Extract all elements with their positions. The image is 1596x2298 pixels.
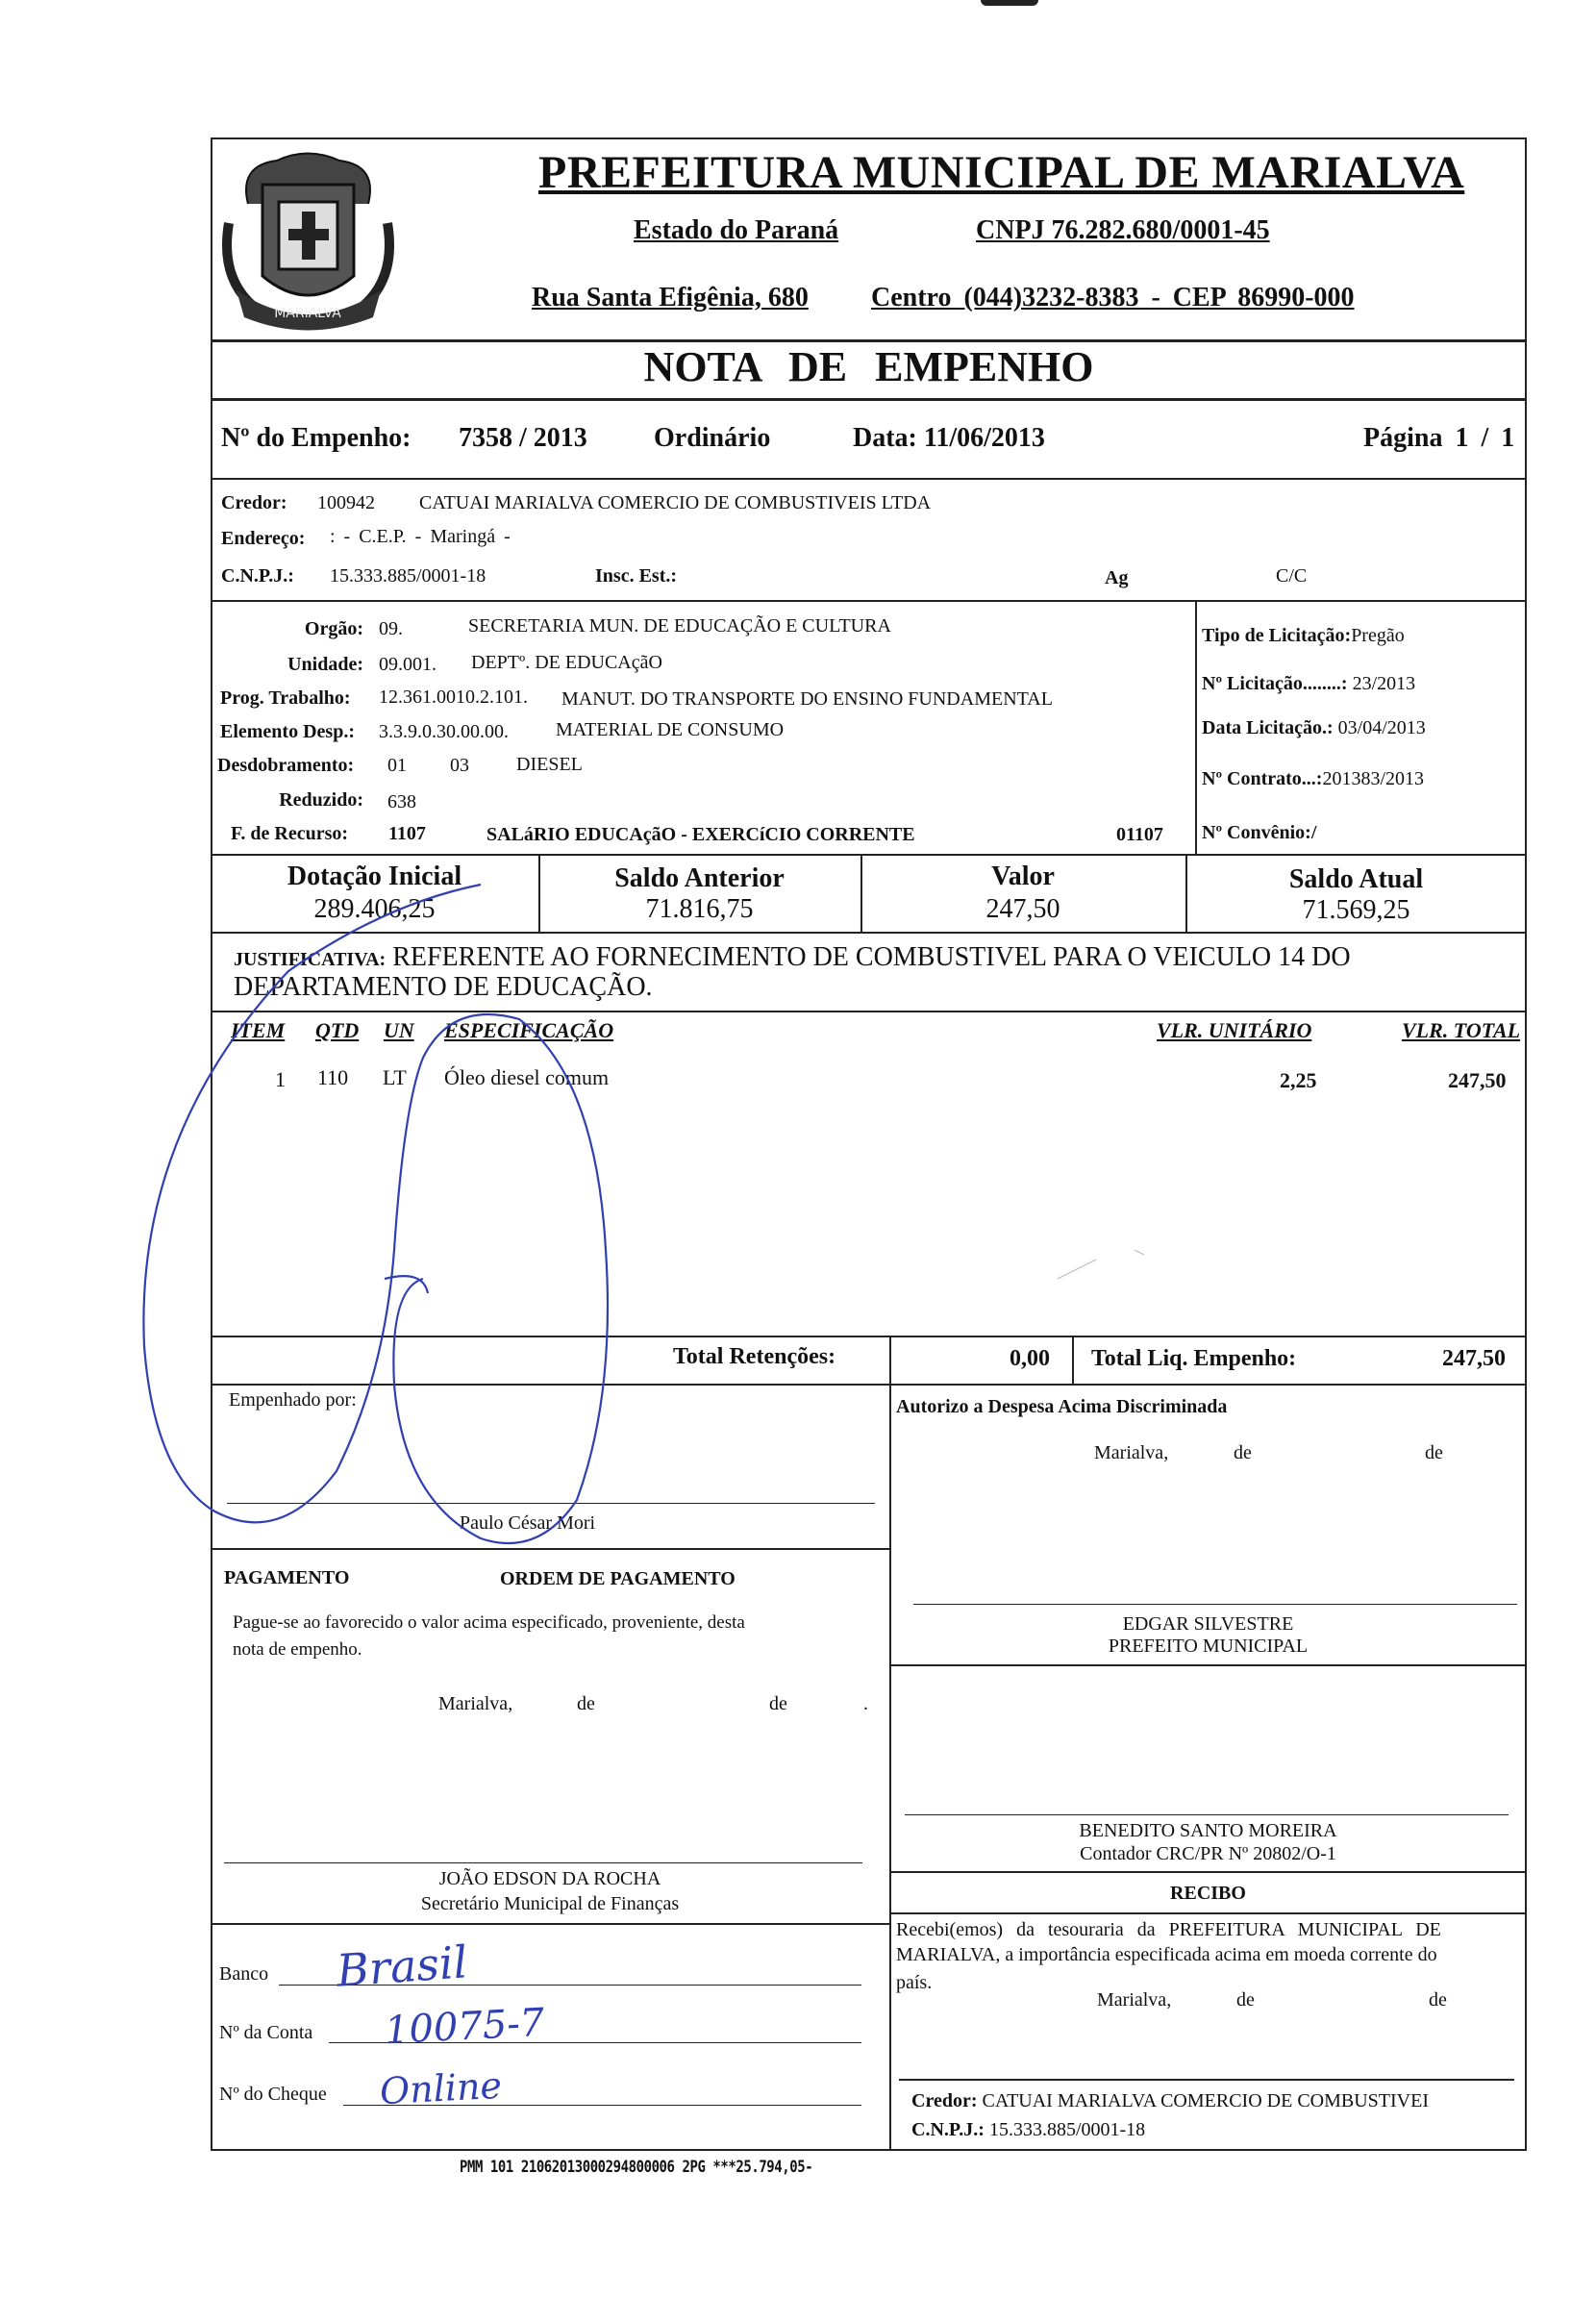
recibo-de2: de bbox=[1429, 1989, 1447, 2011]
desdobramento-b: 03 bbox=[450, 755, 469, 776]
autorizo-place: Marialva, bbox=[1094, 1442, 1169, 1463]
insc-est-label: Insc. Est.: bbox=[595, 565, 678, 587]
credor-label: Credor: bbox=[221, 492, 287, 513]
autorizo-de1: de bbox=[1234, 1442, 1252, 1463]
col-vlr-total-header: VLR. TOTAL bbox=[1402, 1018, 1521, 1042]
autorizo-de2: de bbox=[1425, 1442, 1443, 1463]
licitacao-numero-value: 23/2013 bbox=[1352, 673, 1416, 694]
empenho-number: 7358 / 2013 bbox=[459, 423, 587, 453]
cnpj-value: 15.333.885/0001-18 bbox=[330, 565, 486, 587]
pagamento-place: Marialva, bbox=[438, 1693, 513, 1714]
secretario-name: JOÃO EDSON DA ROCHA bbox=[438, 1868, 661, 1889]
reduzido-label: Reduzido: bbox=[279, 789, 363, 811]
credor-name: CATUAI MARIALVA COMERCIO DE COMBUSTIVEIS LTDA bbox=[419, 492, 932, 513]
prog-trabalho-label: Prog. Trabalho: bbox=[220, 687, 351, 709]
justificativa-line2: DEPARTAMENTO DE EDUCAÇÃO. bbox=[234, 972, 653, 1002]
empenhado-por-label: Empenhado por: bbox=[229, 1389, 357, 1411]
justificativa-label: JUSTIFICATIVA: bbox=[234, 949, 387, 970]
cheque-handwritten: Online bbox=[378, 2063, 503, 2113]
row-spec: Óleo diesel comum bbox=[444, 1065, 610, 1089]
saldo-atual-label: Saldo Atual bbox=[1288, 864, 1424, 894]
recurso-name: SALáRIO EDUCAçãO - EXERCíCIO CORRENTE bbox=[486, 824, 915, 845]
contrato-label: Nº Contrato...: bbox=[1202, 768, 1323, 789]
banco-handwritten: Brasil bbox=[335, 1936, 469, 1997]
recibo-text-line3: país. bbox=[896, 1972, 933, 1993]
licitacao-data-value: 03/04/2013 bbox=[1337, 717, 1426, 738]
empenhado-por-name: Paulo César Mori bbox=[460, 1512, 596, 1534]
recibo-text-line1: Recebi(emos) da tesouraria da PREFEITURA MUNICIPAL DE bbox=[896, 1919, 1441, 1940]
pagamento-label: PAGAMENTO bbox=[224, 1567, 350, 1588]
contador-title: Contador CRC/PR Nº 20802/O-1 bbox=[1080, 1843, 1336, 1864]
header-district-phone: Centro (044)3232-8383 - CEP 86990-000 bbox=[871, 283, 1355, 312]
col-spec-header: ESPECIFICAÇÃO bbox=[444, 1018, 614, 1042]
empenho-date: Data: 11/06/2013 bbox=[853, 423, 1045, 453]
row-vlr-total: 247,50 bbox=[1448, 1068, 1507, 1092]
agencia-label: Ag bbox=[1105, 567, 1129, 588]
row-qtd: 110 bbox=[317, 1065, 349, 1089]
recurso-ref: 01107 bbox=[1116, 824, 1163, 845]
header-cnpj: CNPJ 76.282.680/0001-45 bbox=[976, 215, 1270, 245]
dotacao-value: 289.406,25 bbox=[313, 894, 436, 924]
recibo-de1: de bbox=[1236, 1989, 1255, 2011]
orgao-label: Orgão: bbox=[304, 618, 363, 639]
endereco-label: Endereço: bbox=[221, 528, 306, 549]
licitacao-numero-label: Nº Licitação........: bbox=[1202, 673, 1348, 694]
col-item-header: ITEM bbox=[231, 1018, 286, 1042]
row-vlr-unit: 2,25 bbox=[1280, 1068, 1317, 1092]
prog-trabalho-name: MANUT. DO TRANSPORTE DO ENSINO FUNDAMENTAL bbox=[561, 688, 1053, 710]
valor-label: Valor bbox=[991, 862, 1055, 891]
endereco-value: : - C.E.P. - Maringá - bbox=[330, 526, 511, 547]
unidade-code: 09.001. bbox=[379, 654, 436, 675]
elemento-name: MATERIAL DE CONSUMO bbox=[556, 719, 785, 740]
recibo-credor-label: Credor: bbox=[911, 2090, 978, 2111]
licitacao-tipo-label: Tipo de Licitação: bbox=[1202, 625, 1352, 646]
pagamento-de2: de bbox=[769, 1693, 787, 1714]
doc-title: NOTA DE EMPENHO bbox=[643, 343, 1094, 390]
col-vlr-unit-header: VLR. UNITÁRIO bbox=[1157, 1018, 1312, 1042]
row-un: LT bbox=[383, 1065, 407, 1089]
contrato-value: 201383/2013 bbox=[1322, 768, 1425, 789]
justificativa-line1: REFERENTE AO FORNECIMENTO DE COMBUSTIVEL PARA O VEICULO 14 DO bbox=[392, 942, 1351, 972]
licitacao-tipo-value: Pregão bbox=[1351, 625, 1405, 646]
recibo-place: Marialva, bbox=[1097, 1989, 1172, 2011]
recibo-credor-value: CATUAI MARIALVA COMERCIO DE COMBUSTIVEI bbox=[982, 2090, 1429, 2111]
signature-loop bbox=[143, 885, 608, 1543]
unidade-label: Unidade: bbox=[287, 654, 363, 675]
elemento-label: Elemento Desp.: bbox=[220, 721, 355, 742]
empenho-type: Ordinário bbox=[654, 423, 771, 453]
nota-de-empenho-page: MARIALVA PREFEITURA MUNICIPAL DE MARIALVA Estado do Paraná CNPJ 76.282.680/0001-45 Rua Santa Efigênia, 680 Centro (044)3232-8383 - CEP 86990-000 NOTA DE EMPENHO Nº do Empenho: 7358 / 2013 Ordinário Data: 11/06/2013 Página 1 / 1 Credor: 100942 CATUAI MARIALVA COMERCIO DE COMBUSTIVEIS LTDA Endereço: : - C.E.P. - Maringá - C.N.P.J.: 15.333.885/0001-18 Insc. Est.: Ag C/C Orgão: 09. SECRETARIA MUN. DE EDUCAÇÃO E CULTURA Unidade: 09.001. DEPTº. DE EDUCAçãO Prog. Trabalho: 12.361.0010.2.101. MANUT. DO TRANSPORTE DO ENSINO FUNDAMENTAL Elemento Desp.: 3.3.9.0.30.00.00. MATERIAL DE CONSUMO Desdobramento: 01 03 DIESEL Reduzido: 638 F. de Recurso: 1107 SALáRIO EDUCAçãO - EXERCíCIO CORRENTE 01107 Tipo de Licitação:Pregão Nº Licitação........: 23/2013 Data Licitação.: 03/04/2013 Nº Contrato...:201383/2013 Nº Convênio:/ Dotação Inicial 289.406,25 Saldo Anterior 71.816,75 Valor 247,50 Saldo Atual 71.569,25 JUSTIFICATIVA: REFERENTE AO FORNECIMENTO DE COMBUSTIVEL PARA O VEICULO 14 DO DEPARTAMENTO DE EDUCAÇÃO. ITEM QTD UN ESPECIFICAÇÃO VLR. UNITÁRIO VLR. TOTAL 1 110 LT Óleo diesel comum 2,25 247,50 Total Retenções: 0,00 Total Liq. Empenho: 247,50 Empenhado por: Paulo César Mori PAGAMENTO ORDEM DE PAGAMENTO Pague-se ao favorecido o valor acima especificado, proveniente, desta nota de empenho. Marialva, de de . JOÃO EDSON DA ROCHA Secretário Municipal de Finanças Banco Nº da Conta Nº do Cheque Autorizo a Despesa Acima Discriminada Marialva, de de EDGAR SILVESTRE PREFEITO MUNICIPAL BENEDITO SANTO MOREIRA Contador CRC/PR Nº 20802/O-1 RECIBO Recebi(emos) da tesouraria da PREFEITURA MUNICIPAL DE MARIALVA, a importância especificada acima em moeda corrente do país. Marialva, de de Credor: CATUAI MARIALVA COMERCIO DE COMBUSTIVEI C.N.P.J.: 15.333.885/0001-18 PMM 101 21062013000294800006 2PG ***25.794,05- Brasil 10075-7 Online bbox=[0, 0, 1596, 2298]
recibo-text-line2: MARIALVA, a importância especificada acima em moeda corrente do bbox=[896, 1944, 1437, 1965]
total-liq-label: Total Liq. Empenho: bbox=[1091, 1346, 1297, 1371]
retencoes-label: Total Retenções: bbox=[673, 1344, 836, 1369]
conta-handwritten: 10075-7 bbox=[383, 2000, 546, 2054]
saldo-anterior-value: 71.816,75 bbox=[645, 894, 754, 924]
desdobramento-label: Desdobramento: bbox=[217, 755, 355, 776]
total-liq-value: 247,50 bbox=[1442, 1346, 1506, 1371]
autorizo-label: Autorizo a Despesa Acima Discriminada bbox=[896, 1396, 1228, 1417]
cheque-label: Nº do Cheque bbox=[219, 2084, 327, 2105]
reduzido-value: 638 bbox=[387, 791, 416, 812]
orgao-code: 09. bbox=[379, 618, 403, 639]
recibo-cnpj-label: C.N.P.J.: bbox=[911, 2119, 985, 2140]
col-qtd-header: QTD bbox=[315, 1018, 360, 1042]
licitacao-data-label: Data Licitação.: bbox=[1202, 717, 1334, 738]
recurso-code: 1107 bbox=[388, 823, 426, 844]
contador-name: BENEDITO SANTO MOREIRA bbox=[1079, 1820, 1337, 1841]
prog-trabalho-code: 12.361.0010.2.101. bbox=[379, 687, 528, 708]
header-state: Estado do Paraná bbox=[634, 215, 839, 245]
prefeito-title: PREFEITO MUNICIPAL bbox=[1108, 1636, 1309, 1657]
banco-label: Banco bbox=[219, 1963, 269, 1985]
convenio-label: Nº Convênio:/ bbox=[1202, 822, 1317, 843]
row-item: 1 bbox=[275, 1067, 286, 1091]
header-street: Rua Santa Efigênia, 680 bbox=[532, 283, 809, 312]
saldo-anterior-label: Saldo Anterior bbox=[614, 863, 785, 893]
orgao-name: SECRETARIA MUN. DE EDUCAÇÃO E CULTURA bbox=[468, 615, 891, 637]
credor-code: 100942 bbox=[317, 492, 375, 513]
elemento-code: 3.3.9.0.30.00.00. bbox=[379, 721, 509, 742]
pagamento-text-line1: Pague-se ao favorecido o valor acima especificado, proveniente, desta bbox=[233, 1612, 745, 1633]
recibo-cnpj-value: 15.333.885/0001-18 bbox=[988, 2119, 1146, 2140]
col-un-header: UN bbox=[384, 1018, 414, 1042]
desdobramento-a: 01 bbox=[387, 755, 407, 776]
secretario-title: Secretário Municipal de Finanças bbox=[420, 1893, 680, 1914]
pagamento-de1: de bbox=[577, 1693, 595, 1714]
desdobramento-name: DIESEL bbox=[516, 754, 583, 775]
svg-text:MARIALVA: MARIALVA bbox=[274, 306, 341, 321]
unidade-name: DEPTº. DE EDUCAçãO bbox=[471, 652, 662, 673]
ordem-pagamento-label: ORDEM DE PAGAMENTO bbox=[500, 1568, 736, 1589]
dotacao-label: Dotação Inicial bbox=[287, 862, 462, 891]
valor-value: 247,50 bbox=[985, 894, 1060, 924]
prefeito-name: EDGAR SILVESTRE bbox=[1122, 1613, 1294, 1635]
page-number: Página 1 / 1 bbox=[1363, 423, 1515, 453]
cnpj-label: C.N.P.J.: bbox=[221, 565, 294, 587]
conta-label: Nº da Conta bbox=[219, 2022, 313, 2043]
recurso-label: F. de Recurso: bbox=[231, 823, 349, 844]
pagamento-text-line2: nota de empenho. bbox=[233, 1639, 362, 1660]
header-title: PREFEITURA MUNICIPAL DE MARIALVA bbox=[538, 147, 1465, 198]
recibo-title: RECIBO bbox=[1170, 1883, 1246, 1904]
conta-corrente-label: C/C bbox=[1276, 565, 1308, 587]
footer-code: PMM 101 21062013000294800006 2PG ***25.794,05- bbox=[460, 2158, 813, 2177]
retencoes-value: 0,00 bbox=[1010, 1346, 1050, 1371]
empenho-label: Nº do Empenho: bbox=[221, 423, 411, 453]
saldo-atual-value: 71.569,25 bbox=[1302, 895, 1410, 925]
